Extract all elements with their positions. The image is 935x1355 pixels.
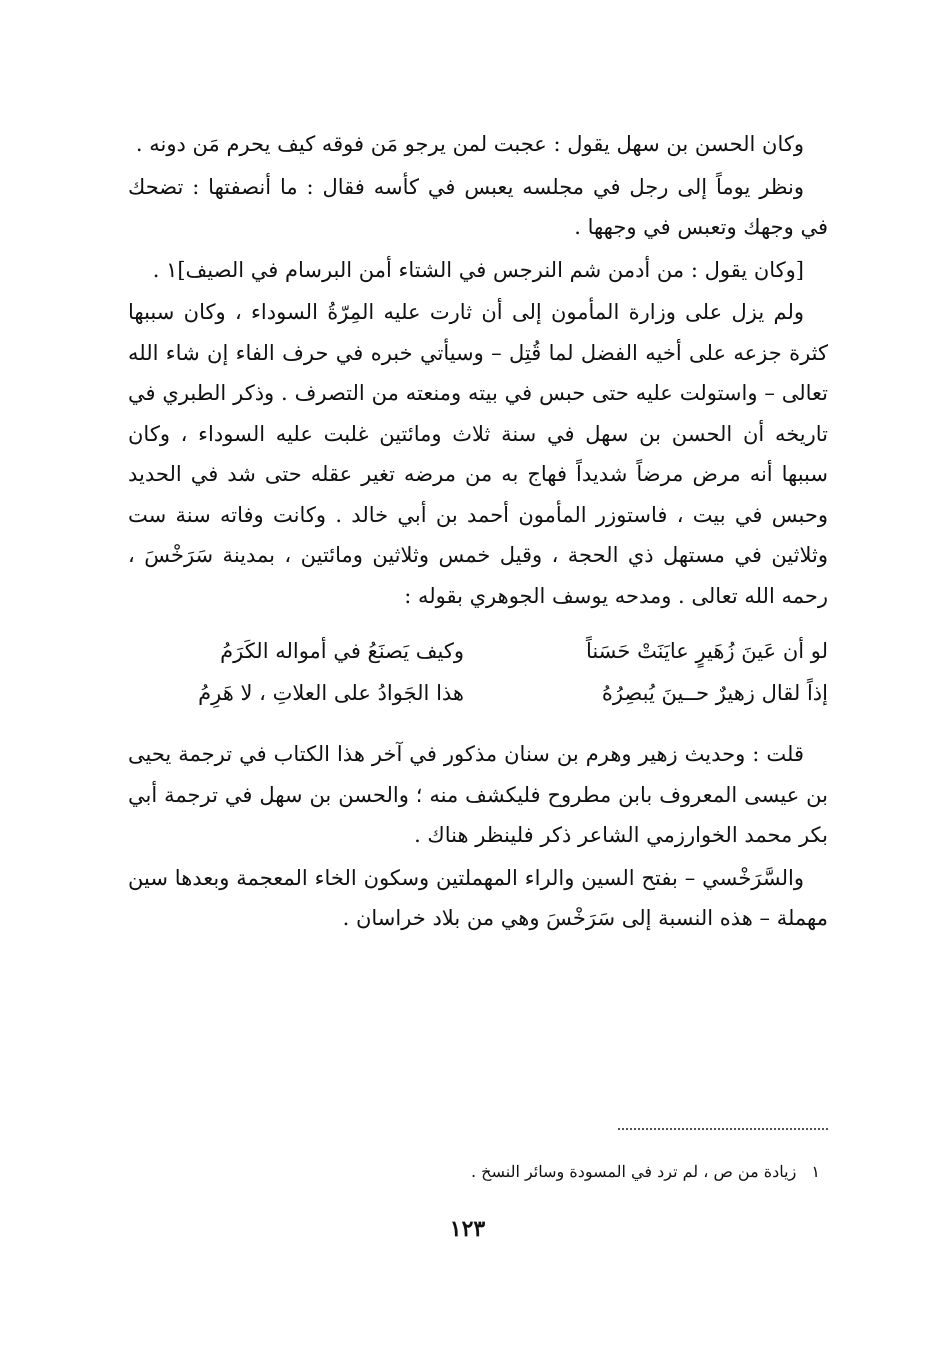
footnote-number: ١ [811,1162,820,1181]
main-text-block [128,124,828,941]
poem-verse [128,672,828,714]
paragraph-vizierate: ولم يزل على وزارة المأمون إلى أن ثارت عليه المِرّةُ السوداء ، وكان سببها كثرة جزعه على أخيه الفضل لما قُتِل – وسيأتي خبره في حرف الفاء إن شاء الله تعالى – واستولت عليه حتى حبس في بيته ومنعته من التصرف . وذكر الطبري في تاريخه أن الحسن بن سهل في سنة ثلاث ومائتين غلبت عليه السوداء ، وكان سببها أنه مرض مرضاً شديداً فهاج به من مرضه تغير عقله حتى شد في الحديد وحبس في بيت ، فاستوزر المأمون أحمد بن أبي خالد . وكانت وفاته سنة ست وثلاثين في مستهل ذي الحجة ، وقيل خمس وثلاثين ومائتين ، بمدينة سَرَخْسَ ، رحمه الله تعالى . ومدحه يوسف الجوهري بقوله : [128,300,828,608]
footnote-divider [618,1128,828,1130]
verse-second-hemistich: هذا الجَوادُ على العلاتِ ، لا هَرِمُ [198,681,464,705]
poem-verse [128,630,828,672]
footnote-text: زيادة من ص ، لم ترد في المسودة وسائر النسخ . [470,1162,797,1181]
verse-first-hemistich: لو أن عَينَ زُهَيرٍ عايَنَتْ حَسَناً [585,639,828,663]
poem [128,630,828,714]
verse-first-hemistich: إذاً لقال زهيرٌ حــينَ يُبصِرُهُ [601,681,828,705]
verse-second-hemistich: وكيف يَصنَعُ في أمواله الكَرَمُ [220,639,464,663]
paragraph-hasan-saying: وكان الحسن بن سهل يقول : عجبت لمن يرجو مَن فوقه كيف يحرم مَن دونه . [135,132,804,156]
paragraph-narcissus: [وكان يقول : من أدمن شم النرجس في الشتاء أمن البرسام في الصيف]١ . [152,257,804,282]
paragraph-wine-cup: ونظر يوماً إلى رجل في مجلسه يعبس في كأسه فقال : ما أنصفتها : تضحك في وجهك وتعبس في وجهها . [128,174,828,239]
footnote [300,1158,820,1186]
paragraph-editor-note: قلت : وحديث زهير وهرم بن سنان مذكور في آخر هذا الكتاب في ترجمة يحيى بن عيسى المعروف بابن مطروح فليكشف منه ؛ والحسن بن سهل في ترجمة أبي بكر محمد الخوارزمي الشاعر ذكر فلينظر هناك . [128,742,828,847]
paragraph-sarakhsi-nisba: والسَّرَخْسي – بفتح السين والراء المهملتين وسكون الخاء المعجمة وبعدها سين مهملة – هذه النسبة إلى سَرَخْسَ وهي من بلاد خراسان . [128,865,828,930]
page-number: ١٢٣ [449,1216,486,1242]
